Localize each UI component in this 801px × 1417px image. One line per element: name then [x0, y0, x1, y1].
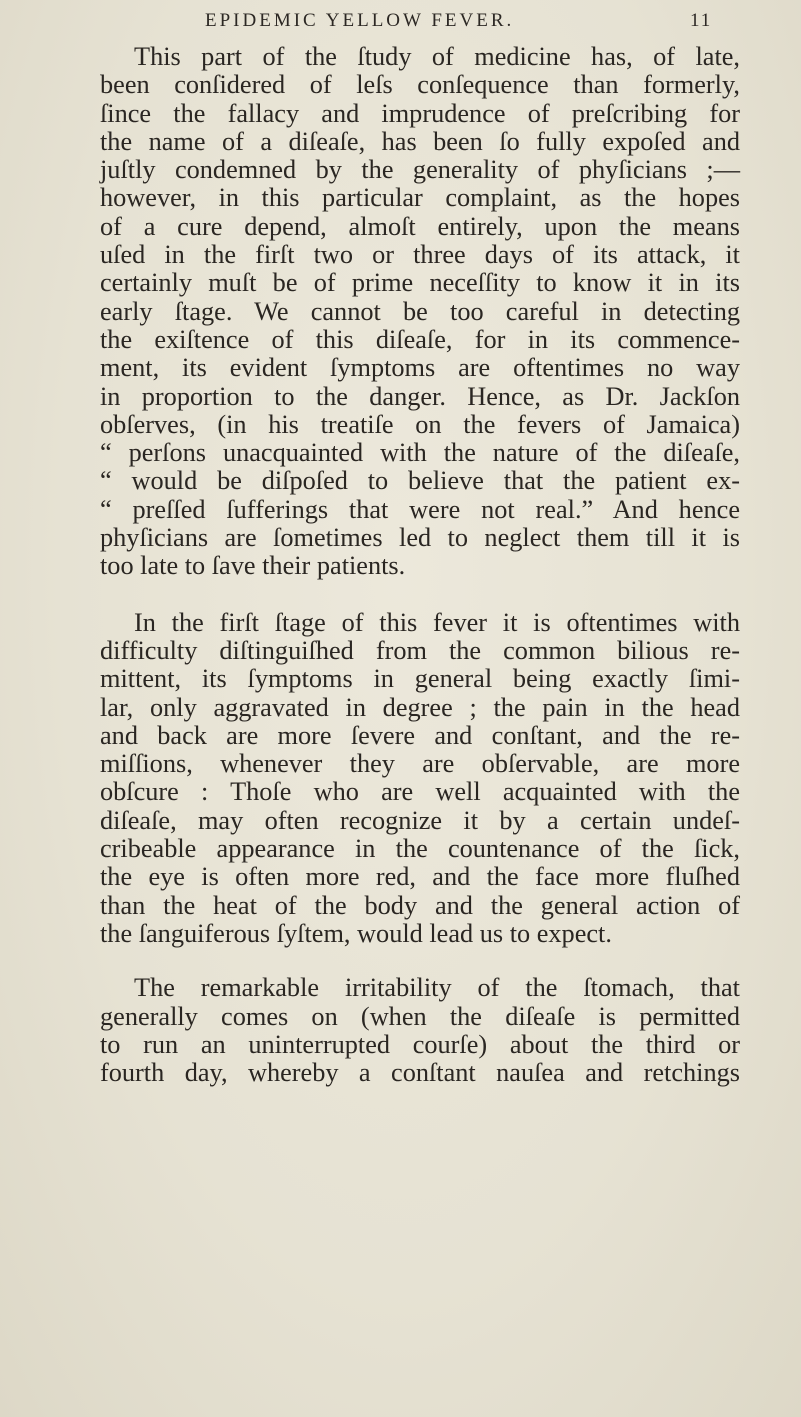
paragraph-1 [100, 43, 740, 581]
text-line: the eye is often more red, and the face more fluſhed [100, 862, 740, 892]
text-line: fourth day, whereby a conſtant nauſea and retchings [100, 1058, 740, 1088]
text-line: diſeaſe, may often recognize it by a certain undeſ- [100, 805, 740, 835]
text-line: of a cure depend, almoſt entirely, upon the means [100, 211, 740, 241]
text-line: generally comes on (when the diſeaſe is permitted [100, 1001, 740, 1031]
text-line: miſſions, whenever they are obſervable, are more [100, 749, 740, 779]
text-line: the ſanguiferous ſyſtem, would lead us to expect. [100, 918, 612, 948]
running-head: EPIDEMIC YELLOW FEVER. [205, 10, 515, 31]
paragraph-2 [100, 609, 740, 949]
text-line: difficulty diſtinguiſhed from the common bilious re- [100, 635, 740, 665]
text-line: to run an uninterrupted courſe) about the third or [100, 1029, 740, 1059]
text-line: juſtly condemned by the generality of phyſicians ;— [100, 155, 740, 185]
text-line: “ would be diſpoſed to believe that the patient ex- [100, 466, 740, 496]
text-line: and back are more ſevere and conſtant, and the re- [100, 720, 740, 750]
text-line: than the heat of the body and the general action of [100, 890, 740, 920]
text-line: certainly muſt be of prime neceſſity to know it in its [100, 268, 740, 298]
text-line: phyſicians are ſometimes led to neglect them till it is [100, 523, 740, 553]
paragraph-spacer [100, 948, 740, 974]
text-line: been conſidered of leſs conſequence than formerly, [100, 70, 740, 100]
body-text [100, 43, 740, 1087]
paragraph-3 [100, 974, 740, 1087]
text-line: mittent, its ſymptoms in general being exactly ſimi- [100, 664, 740, 694]
text-line: in proportion to the danger. Hence, as Dr. Jackſon [100, 381, 740, 411]
paragraph-spacer [100, 581, 740, 609]
text-line: The remarkable irritability of the ſtomach, that [134, 973, 740, 1003]
text-line: the exiſtence of this diſeaſe, for in its commence- [100, 324, 740, 354]
page-number: 11 [690, 10, 713, 31]
text-line: “ preſſed ſufferings that were not real.” And hence [100, 494, 740, 524]
text-line: ſince the fallacy and imprudence of preſcribing for [100, 98, 740, 128]
text-line: “ perſons unacquainted with the nature of the diſeaſe, [100, 438, 740, 468]
text-line: lar, only aggravated in degree ; the pain in the head [100, 692, 740, 722]
text-line: early ſtage. We cannot be too careful in detecting [100, 296, 740, 326]
text-line: uſed in the firſt two or three days of its attack, it [100, 240, 740, 270]
text-line: too late to ſave their patients. [100, 551, 406, 581]
text-line: ment, its evident ſymptoms are oftentimes no way [100, 353, 740, 383]
text-line: This part of the ſtudy of medicine has, of late, [134, 42, 740, 71]
text-line: the name of a diſeaſe, has been ſo fully expoſed and [100, 126, 740, 156]
text-line: In the firſt ſtage of this fever it is oftentimes with [134, 607, 740, 637]
text-line: obſcure : Thoſe who are well acquainted with the [100, 777, 740, 807]
text-line: cribeable appearance in the countenance of the ſick, [100, 834, 740, 864]
text-line: obſerves, (in his treatiſe on the fevers of Jamaica) [100, 409, 740, 439]
text-line: however, in this particular complaint, as the hopes [100, 183, 740, 213]
